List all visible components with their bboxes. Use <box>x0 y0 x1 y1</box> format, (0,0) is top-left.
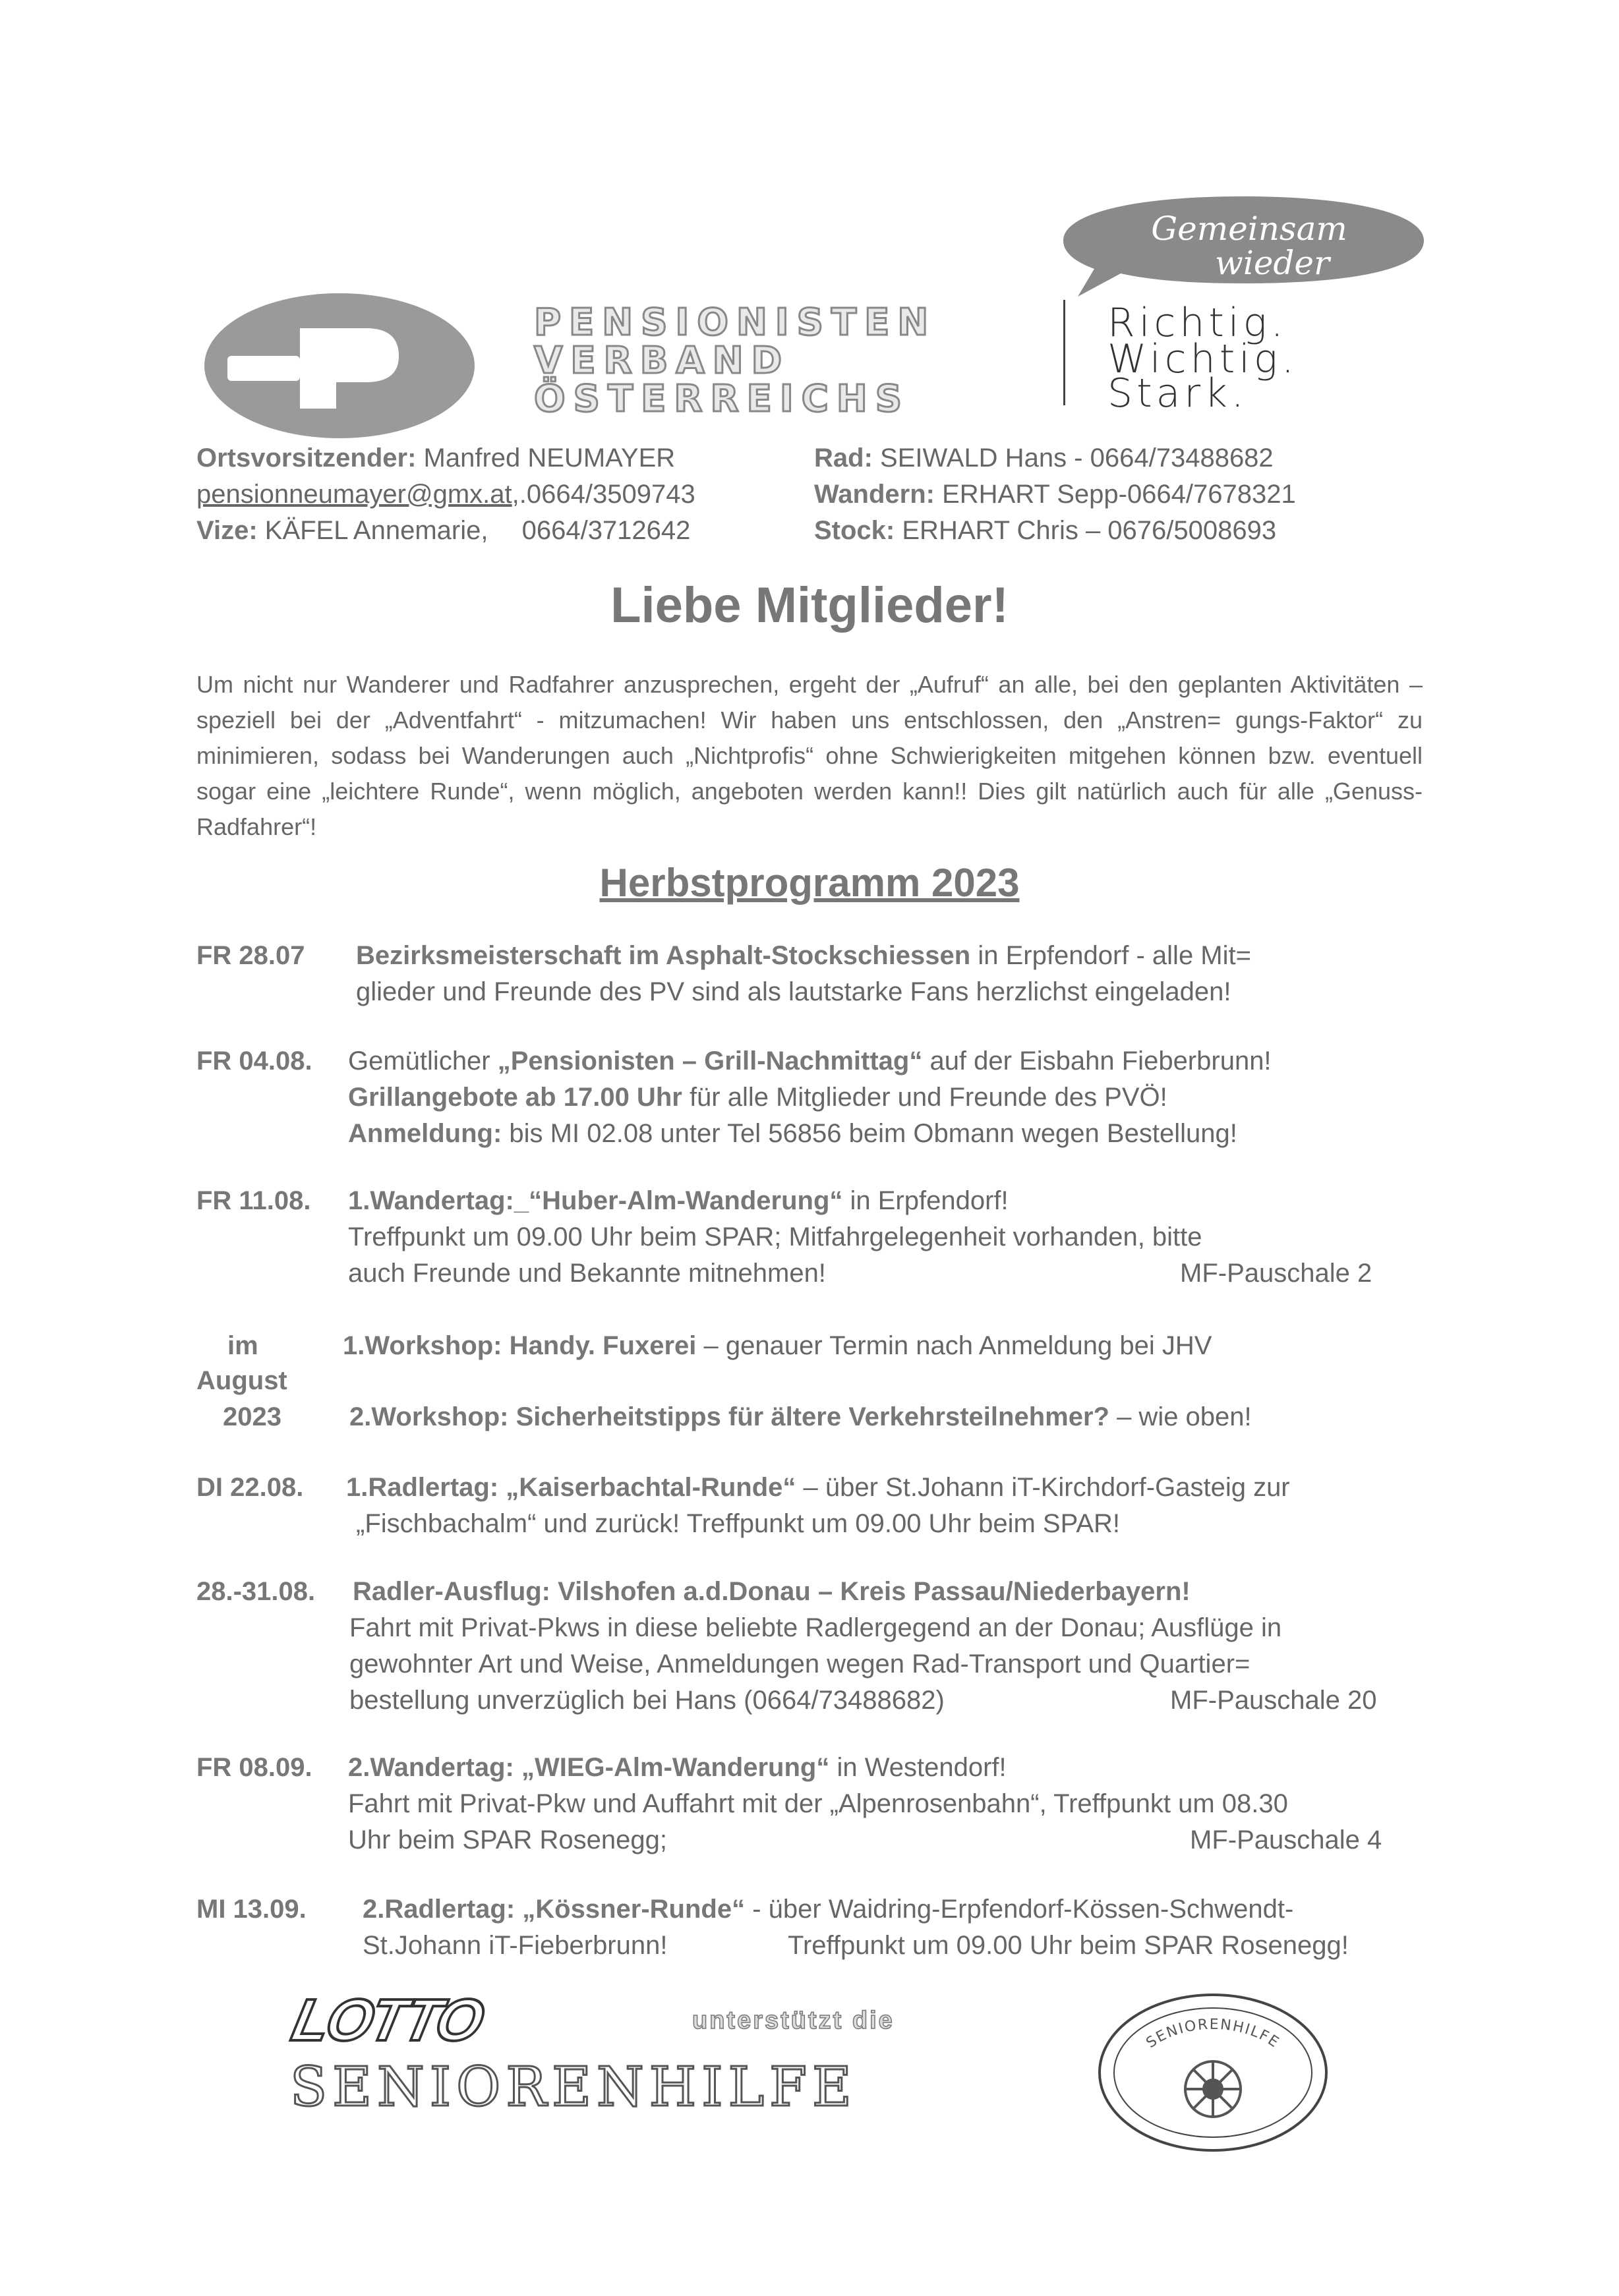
event-date: FR 04.08. <box>196 1047 312 1076</box>
chair-phone: ,.0664/3509743 <box>512 480 695 509</box>
event-line: Fahrt mit Privat-Pkw und Auffahrt mit der „Alpenrosenbahn“, Treffpunkt um 08.30 <box>348 1789 1288 1818</box>
contact-bike <box>814 444 1274 473</box>
event-line <box>348 1119 1237 1149</box>
chair-label: Ortsvorsitzender: <box>196 444 417 473</box>
event-text: bis MI 02.08 unter Tel 56856 beim Obmann wegen Bestellung! <box>502 1119 1237 1148</box>
stock-label: Stock: <box>814 516 895 545</box>
event-line <box>348 1186 1009 1216</box>
event-line: „Fischbachalm“ und zurück! Treffpunkt um 09.00 Uhr beim SPAR! <box>356 1509 1121 1538</box>
event-line <box>348 1047 1272 1076</box>
event-text: auf der Eisbahn Fieberbrunn! <box>922 1047 1272 1076</box>
event-line: gewohnter Art und Weise, Anmeldungen wegen Rad-Transport und Quartier= <box>349 1650 1251 1679</box>
pvoe-logo <box>201 290 478 442</box>
event-line: Treffpunkt um 09.00 Uhr beim SPAR; Mitfahrgelegenheit vorhanden, bitte <box>348 1222 1202 1251</box>
vice-label: Vize: <box>196 516 258 545</box>
event-line <box>363 1895 1293 1924</box>
svg-text:SENIORENHILFE <box>1143 2017 1282 2052</box>
event-text: in Erpfendorf - alle Mit= <box>970 941 1251 970</box>
event-line: auch Freunde und Bekannte mitnehmen! <box>348 1259 826 1288</box>
event-text: – genauer Termin nach Anmeldung bei JHV <box>696 1331 1212 1360</box>
event-line <box>349 1402 1252 1432</box>
bike-contact: SEIWALD Hans - 0664/73488682 <box>880 444 1274 473</box>
vice-phone: 0664/3712642 <box>521 516 691 545</box>
event-line <box>348 1753 1007 1783</box>
slogan-stark: Stark. <box>1107 370 1248 416</box>
event-text: Gemütlicher <box>348 1047 498 1076</box>
event-text: in Westendorf! <box>829 1753 1007 1782</box>
event-text: – wie oben! <box>1109 1402 1252 1431</box>
vice-name: KÄFEL Annemarie, <box>264 516 488 545</box>
contact-stock <box>814 516 1276 546</box>
stock-contact: ERHART Chris – 0676/5008693 <box>902 516 1277 545</box>
event-date: FR 28.07 <box>196 941 305 970</box>
supports-text: unterstützt die <box>692 2007 895 2034</box>
event-line: glieder und Freunde des PV sind als lautstarke Fans herzlichst eingeladen! <box>356 977 1231 1006</box>
event-date: FR 08.09. <box>196 1753 312 1782</box>
event-line: Fahrt mit Privat-Pkws in diese beliebte Radlergegend an der Donau; Ausflüge in <box>349 1613 1282 1642</box>
event-fee: MF-Pauschale 2 <box>1180 1259 1372 1288</box>
contact-vice <box>196 516 690 546</box>
event-text: - über Waidring-Erpfendorf-Kössen-Schwendt- <box>745 1895 1294 1924</box>
org-name-line-2: VERBAND <box>534 339 790 382</box>
event-title: Radler-Ausflug: Vilshofen a.d.Donau – Kreis Passau/Niederbayern! <box>353 1577 1191 1606</box>
event-line <box>343 1331 1212 1361</box>
event-title: Bezirksmeisterschaft im Asphalt-Stockschiessen <box>356 941 971 970</box>
bubble-text-wieder: wieder <box>1215 244 1330 282</box>
chair-email-link[interactable]: pensionneumayer@gmx.at <box>196 480 512 509</box>
event-text: für alle Mitglieder und Freunde des PVÖ! <box>682 1083 1167 1112</box>
event-title: 2.Radlertag: „Kössner-Runde“ <box>363 1895 746 1924</box>
event-highlight: Anmeldung: <box>348 1119 502 1148</box>
program-title: Herbstprogramm 2023 <box>599 861 1020 905</box>
hike-label: Wandern: <box>814 480 935 509</box>
contact-hike <box>814 480 1296 509</box>
event-highlight: Grillangebote ab 17.00 Uhr <box>348 1083 682 1112</box>
slogan-richtig: Richtig. <box>1107 300 1287 346</box>
page-title: Liebe Mitglieder! <box>610 577 1009 633</box>
org-name-line-3: ÖSTERREICHS <box>534 378 910 420</box>
event-date: MI 13.09. <box>196 1895 307 1924</box>
event-title: 2.Workshop: Sicherheitstipps für ältere Verkehrsteilnehmer? <box>349 1402 1109 1431</box>
contact-chair <box>196 444 675 473</box>
event-date: 2023 <box>223 1402 281 1431</box>
event-meeting-point: Treffpunkt um 09.00 Uhr beim SPAR Rosenegg! <box>788 1931 1349 1960</box>
seal-text: SENIORENHILFE <box>1143 2016 1283 2052</box>
event-fee: MF-Pauschale 20 <box>1170 1686 1377 1715</box>
event-title: 1.Wandertag:_“Huber-Alm-Wanderung“ <box>348 1186 843 1215</box>
seniorenhilfe-wordmark: SENIORENHILFE <box>290 2056 857 2119</box>
event-line: bestellung unverzüglich bei Hans (0664/73488682) <box>349 1686 945 1715</box>
event-date: August <box>196 1366 287 1395</box>
bike-label: Rad: <box>814 444 873 473</box>
hike-contact: ERHART Sepp-0664/7678321 <box>942 480 1296 509</box>
lotto-logo: LOTTO <box>286 1988 488 2053</box>
org-name-line-1: PENSIONISTEN <box>534 301 937 344</box>
event-date: FR 11.08. <box>196 1186 311 1215</box>
event-date: 28.-31.08. <box>196 1577 316 1606</box>
slogan-wichtig: Wichtig. <box>1107 336 1298 382</box>
event-date: im <box>227 1331 258 1360</box>
chair-name: Manfred NEUMAYER <box>423 444 676 473</box>
event-text: in Erpfendorf! <box>842 1186 1009 1215</box>
event-fee: MF-Pauschale 4 <box>1190 1825 1382 1854</box>
event-line: Uhr beim SPAR Rosenegg; <box>348 1825 667 1854</box>
event-title: 2.Wandertag: „WIEG-Alm-Wanderung“ <box>348 1753 830 1782</box>
slogan-divider <box>1063 300 1065 405</box>
event-title: 1.Workshop: Handy. Fuxerei <box>343 1331 697 1360</box>
event-text: – über St.Johann iT-Kirchdorf-Gasteig zur <box>796 1473 1290 1502</box>
event-line <box>348 1083 1167 1112</box>
event-line <box>356 941 1251 971</box>
event-line <box>346 1473 1290 1503</box>
contact-email-line <box>196 480 695 509</box>
event-line <box>353 1577 1191 1607</box>
event-title: 1.Radlertag: „Kaiserbachtal-Runde“ <box>346 1473 796 1502</box>
event-line: St.Johann iT-Fieberbrunn! <box>363 1931 668 1960</box>
seniorenhilfe-seal-icon <box>1094 1990 1332 2155</box>
event-date: DI 22.08. <box>196 1473 304 1502</box>
intro-paragraph: Um nicht nur Wanderer und Radfahrer anzusprechen, ergeht der „Aufruf“ an alle, bei den geplanten Aktivitäten – speziell bei der „Adventfahrt“ - mitzumachen! Wir haben uns entschlossen, den „Anstren= gungs-Faktor“ zu minimieren, sodass bei Wanderungen auch „Nichtprofis“ ohne Schwierigkeiten mitgehen können bzw. eventuell sogar eine „leichtere Runde“, wenn möglich, angeboten werden kann!! Dies gilt natürlich auch für alle „Genuss-Radfahrer“! <box>196 671 1423 840</box>
bubble-text-gemeinsam: Gemeinsam <box>1151 210 1347 248</box>
event-title: „Pensionisten – Grill-Nachmittag“ <box>497 1047 923 1076</box>
